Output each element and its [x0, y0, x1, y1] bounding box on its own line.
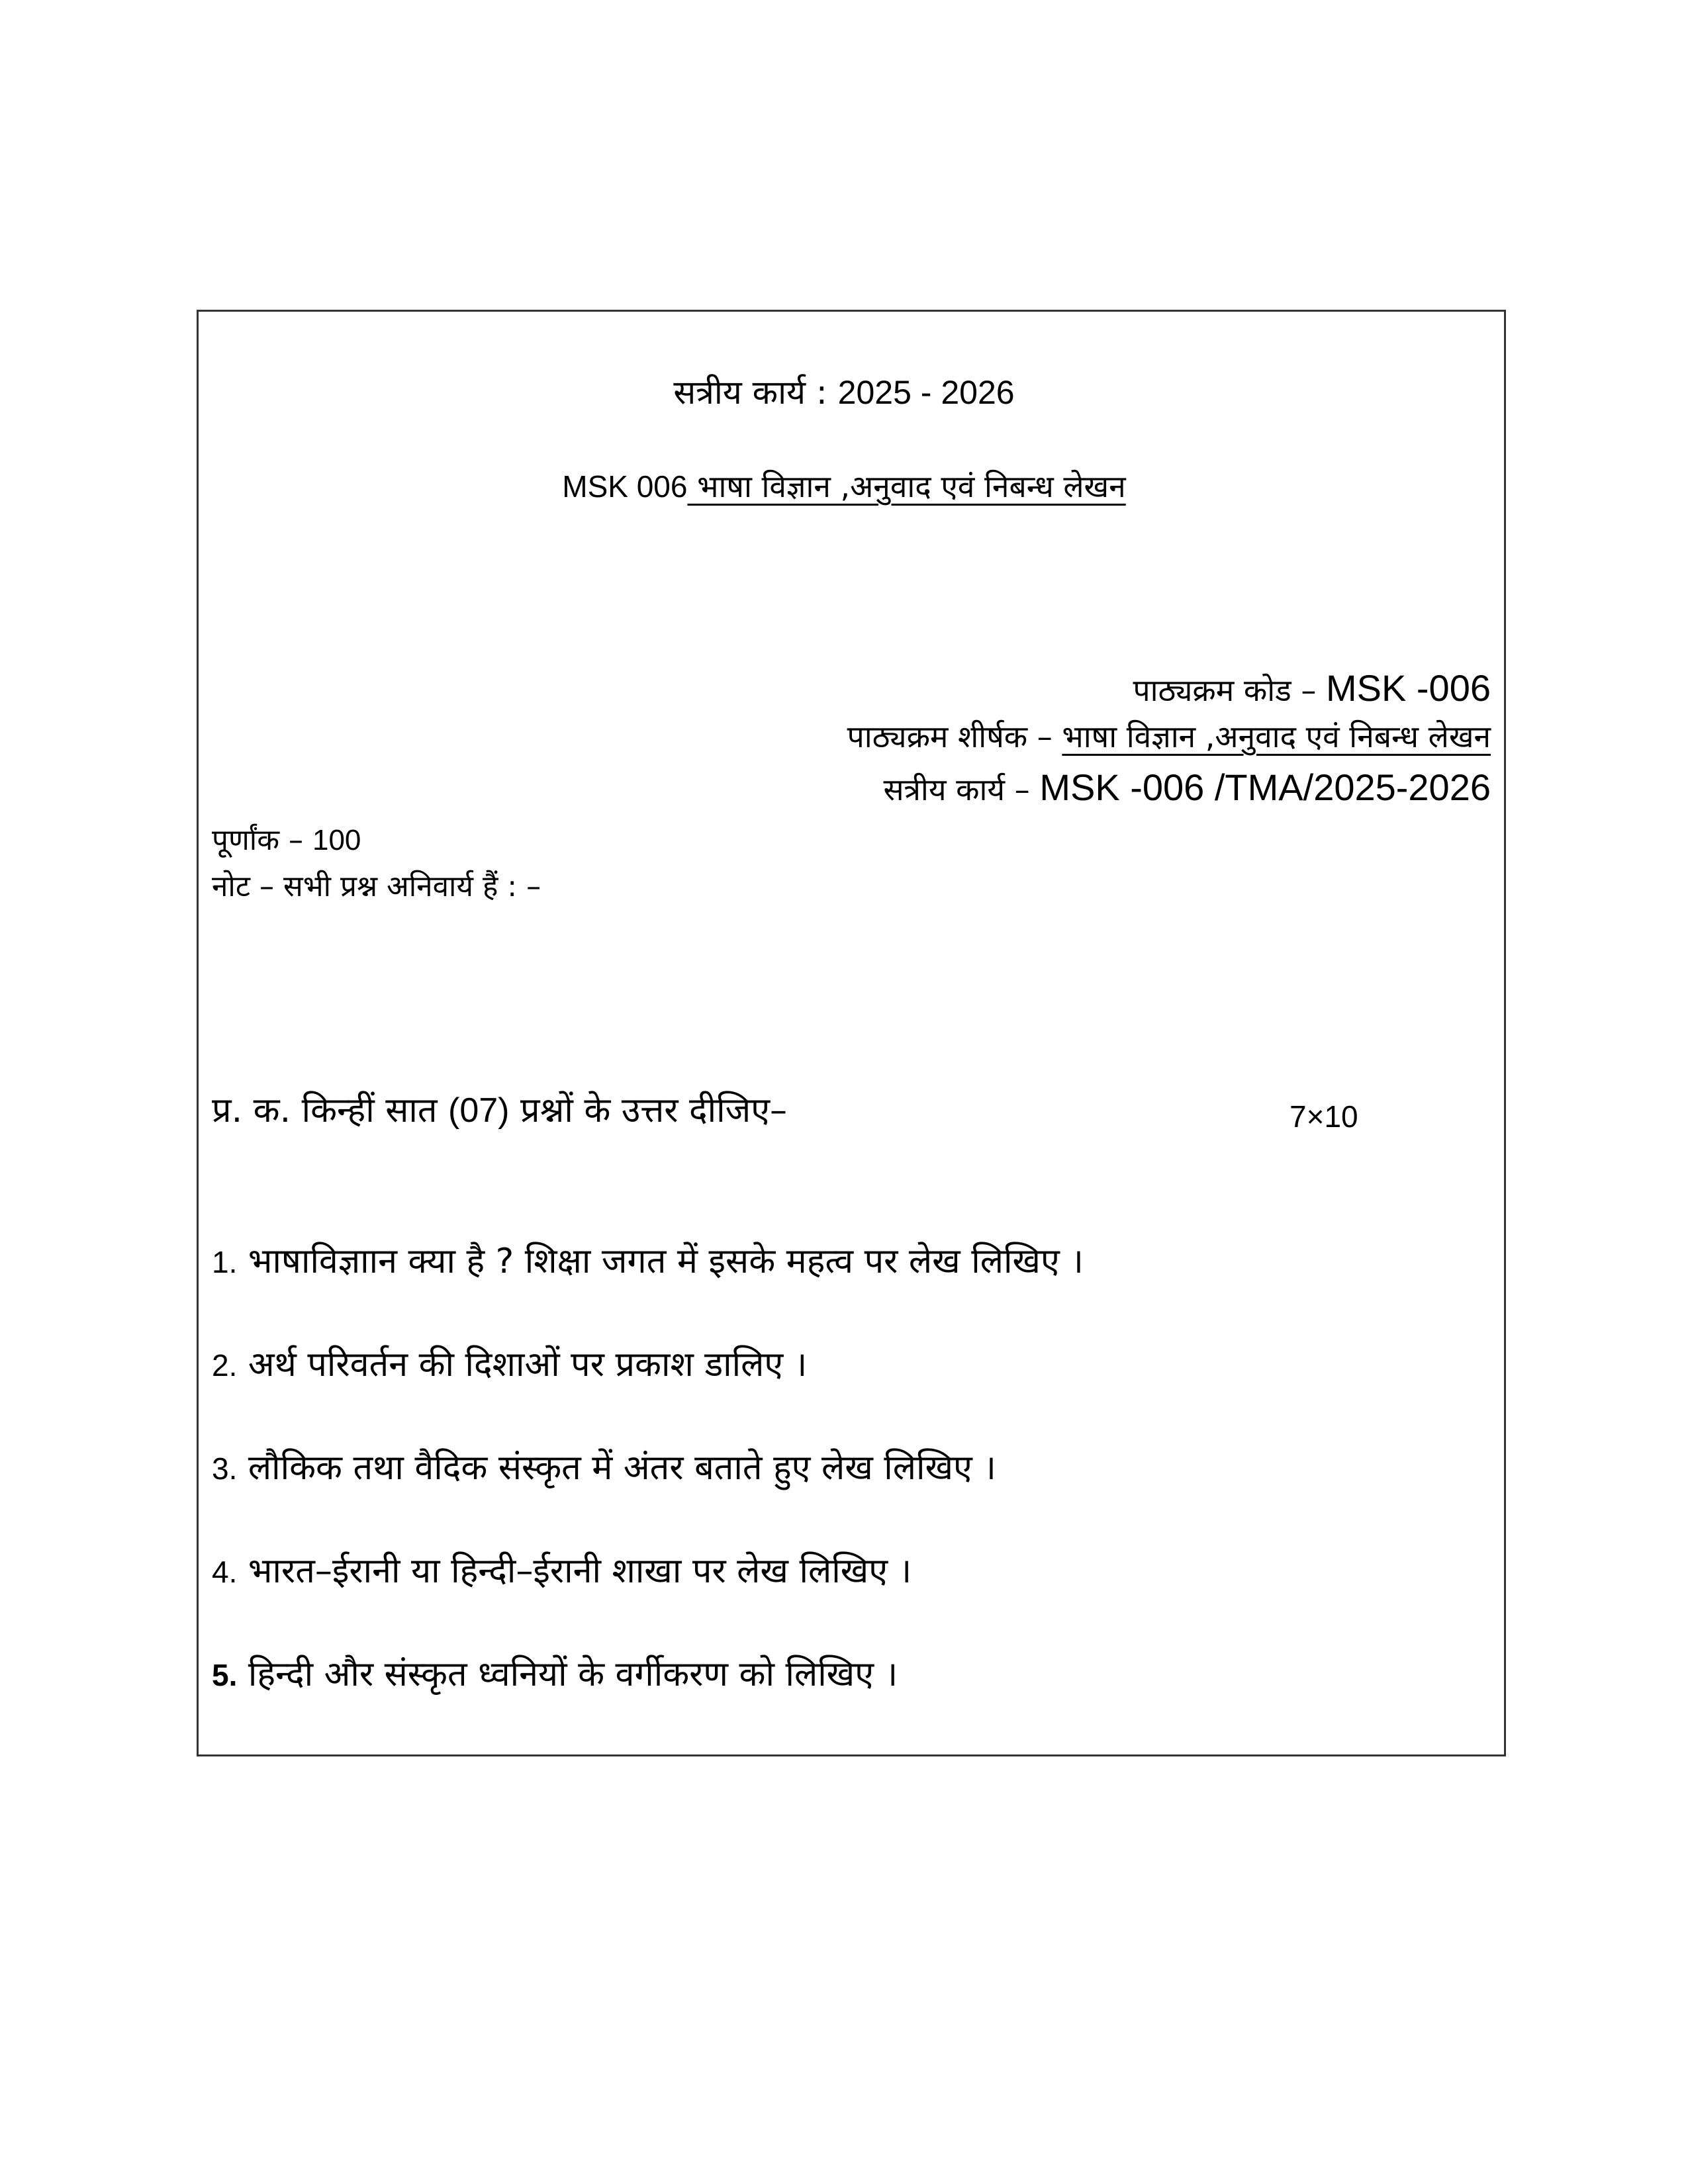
question-item: [212, 1345, 808, 1385]
question-item: [212, 1551, 912, 1591]
course-title-label: पाठ्यक्रम शीर्षक –: [847, 719, 1053, 754]
question-number: 5.: [212, 1658, 238, 1692]
question-item: [212, 1244, 1084, 1279]
course-code-value: MSK -006: [1326, 667, 1491, 709]
course-code-short: MSK 006: [562, 469, 688, 504]
assignment-frame: [197, 310, 1506, 1756]
question-number: 3.: [212, 1451, 238, 1486]
instruction-count: (07): [448, 1091, 510, 1130]
assignment-label: सत्रीय कार्य –: [883, 772, 1030, 807]
question-number: 1.: [212, 1245, 238, 1279]
course-heading: [0, 471, 1688, 502]
session-label: सत्रीय कार्य :: [673, 373, 827, 412]
question-text: लौकिक तथा वैदिक संस्कृत में अंतर बताते हुए लेख लिखिए ।: [248, 1448, 997, 1488]
session-years: 2025 - 2026: [837, 374, 1015, 411]
question-text: अर्थ परिवर्तन की दिशाओं पर प्रकाश डालिए ।: [248, 1345, 808, 1385]
question-number: 2.: [212, 1348, 238, 1383]
question-text: भारत–ईरानी या हिन्दी–ईरानी शाखा पर लेख लिखिए ।: [248, 1551, 912, 1591]
session-heading: [0, 373, 1688, 412]
total-marks-value: 100: [312, 824, 361, 856]
course-code-row: [1133, 667, 1491, 709]
question-text: हिन्दी और संस्कृत ध्वनियों के वर्गीकरण को लिखिए ।: [248, 1655, 898, 1694]
assignment-code-value: MSK -006 /TMA/2025-2026: [1039, 766, 1491, 808]
course-title-row: [847, 721, 1491, 752]
instruction-text-after: प्रश्नों के उत्तर दीजिए–: [520, 1091, 787, 1130]
course-title-value: भाषा विज्ञान ,अनुवाद एवं निबन्ध लेखन: [1062, 719, 1491, 754]
course-title-heading: भाषा विज्ञान ,अनुवाद एवं निबन्ध लेखन: [687, 469, 1126, 504]
total-marks-row: [212, 823, 361, 857]
instruction-marks: 7×10: [1289, 1099, 1358, 1134]
question-item: [212, 1657, 898, 1692]
instruction-row: [212, 1093, 787, 1128]
total-marks-label: पूर्णांक –: [212, 823, 303, 857]
note-text: नोट – सभी प्रश्न अनिवार्य हैं : –: [212, 870, 541, 903]
question-number: 4.: [212, 1555, 238, 1589]
question-text: भाषाविज्ञाान क्या है ? शिक्षा जगत में इसके महत्व पर लेख लिखिए ।: [248, 1242, 1084, 1281]
assignment-code-row: [883, 766, 1491, 808]
instruction-text-before: प्र. क. किन्हीं सात: [212, 1091, 438, 1130]
question-item: [212, 1448, 997, 1488]
course-code-label: पाठ्यक्रम कोड –: [1133, 672, 1317, 708]
